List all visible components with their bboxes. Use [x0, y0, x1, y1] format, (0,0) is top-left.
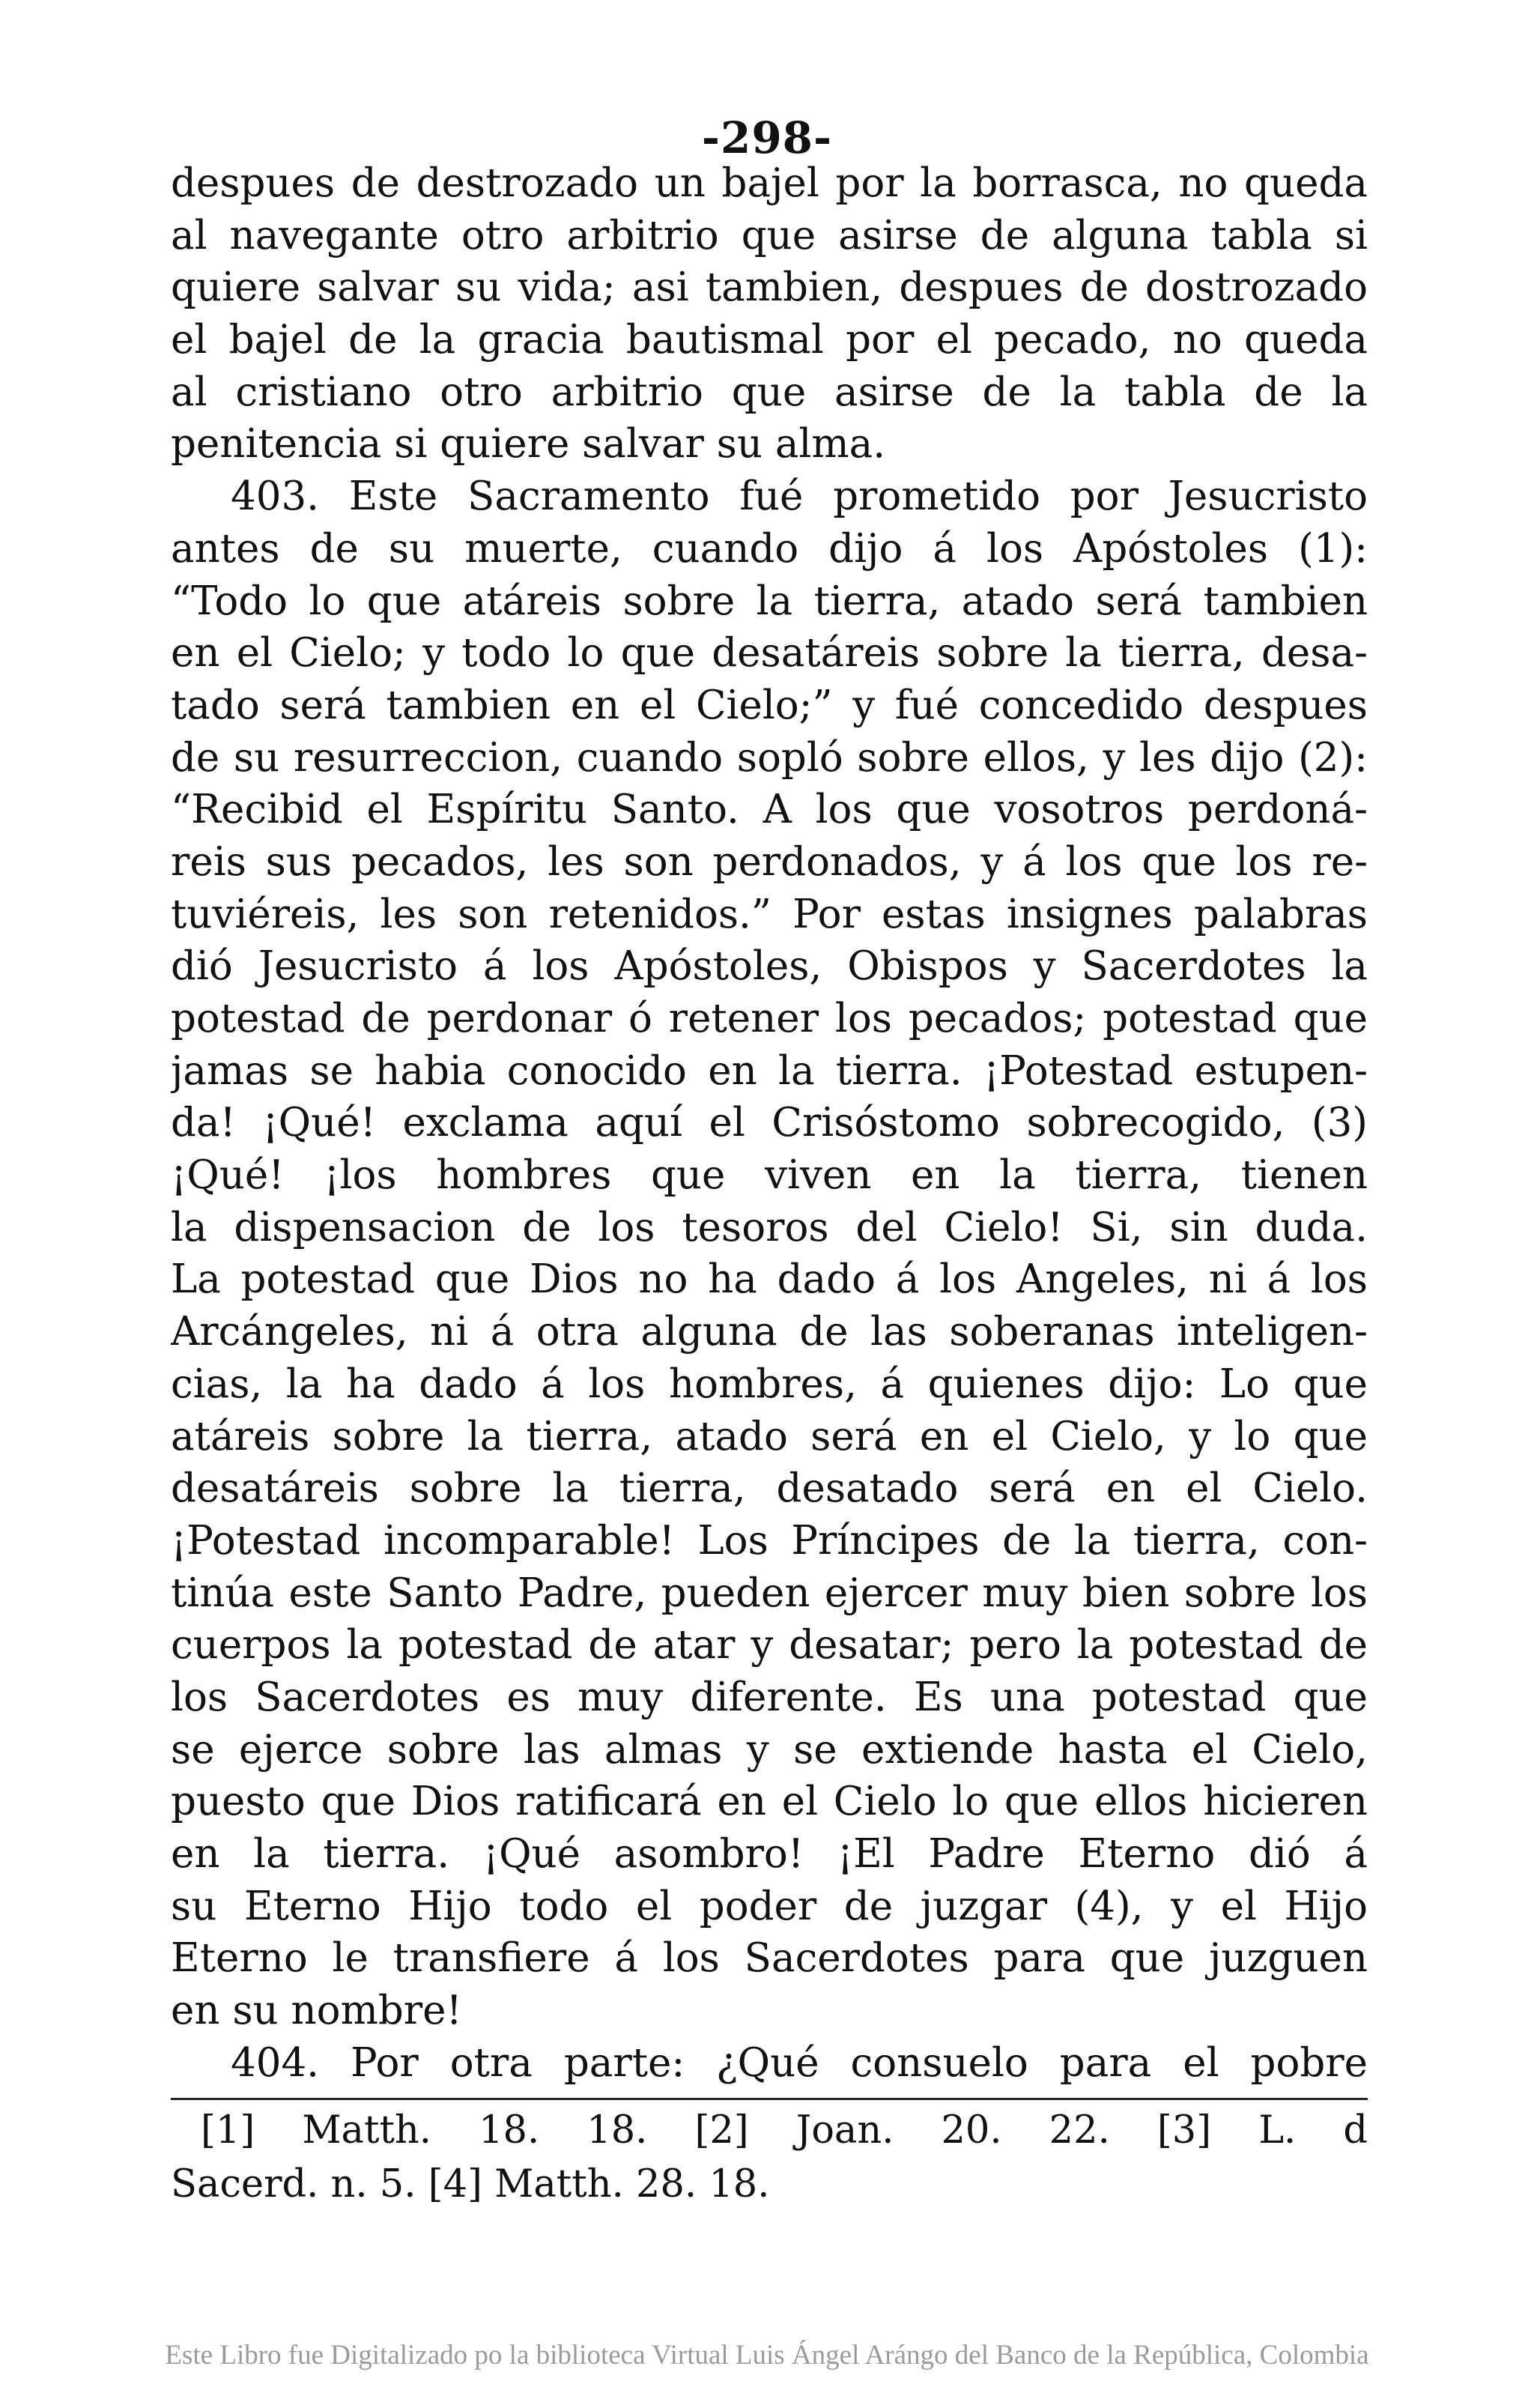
footnote-line: Sacerd. n. 5. [4] Matth. 28. 18.	[171, 2162, 770, 2206]
text-line: ¡Qué! ¡los hombres que viven en la tierra, tienen	[171, 1152, 1368, 1199]
body-text	[171, 157, 1368, 2089]
text-line: dió Jesucristo á los Apóstoles, Obispos y Sacerdotes la	[171, 943, 1368, 990]
text-line: despues de destrozado un bajel por la borrasca, no queda	[171, 160, 1368, 206]
text-line: Arcángeles, ni á otra alguna de las soberanas inteligen-	[171, 1309, 1368, 1355]
text-line: da! ¡Qué! exclama aquí el Crisóstomo sobrecogido, (3)	[171, 1100, 1368, 1146]
footnote-divider	[171, 2098, 1368, 2100]
text-line: en la tierra. ¡Qué asombro! ¡El Padre Eterno dió á	[171, 1831, 1368, 1877]
text-line: al navegante otro arbitrio que asirse de alguna tabla si	[171, 212, 1368, 258]
text-line: la dispensacion de los tesoros del Cielo! Si, sin duda.	[171, 1204, 1368, 1250]
text-line: cuerpos la potestad de atar y desatar; pero la potestad de	[171, 1622, 1368, 1669]
text-line: puesto que Dios ratificará en el Cielo lo que ellos hicieren	[171, 1779, 1368, 1825]
text-line: de su resurreccion, cuando sopló sobre ellos, y les dijo (2):	[171, 734, 1368, 781]
paragraph-start-404: 404. Por otra parte: ¿Qué consuelo para el pobre	[231, 2039, 1368, 2086]
text-line: en su nombre!	[171, 1988, 462, 2034]
text-line: potestad de perdonar ó retener los pecados; potestad que	[171, 996, 1368, 1041]
text-line: penitencia si quiere salvar su alma.	[171, 421, 886, 468]
digitization-credit: Este Libro fue Digitalizado po la biblioteca Virtual Luis Ángel Arángo del Banco de la República, Colombia	[165, 2340, 1369, 2371]
text-line: La potestad que Dios no ha dado á los Angeles, ni á los	[171, 1256, 1368, 1303]
text-line: ¡Potestad incomparable! Los Príncipes de la tierra, con-	[171, 1517, 1368, 1564]
text-line: jamas se habia conocido en la tierra. ¡Potestad estupen-	[171, 1047, 1368, 1094]
text-line: Eterno le transfiere á los Sacerdotes para que juzguen	[171, 1935, 1368, 1982]
text-line: desatáreis sobre la tierra, desatado será en el Cielo.	[171, 1465, 1368, 1512]
text-line: reis sus pecados, les son perdonados, y á los que los re-	[171, 838, 1368, 885]
text-line: tuviéreis, les son retenidos.” Por estas insignes palabras	[171, 891, 1368, 937]
page-number: -298-	[701, 112, 833, 163]
text-line: su Eterno Hijo todo el poder de juzgar (4), y el Hijo	[171, 1883, 1368, 1929]
text-line: atáreis sobre la tierra, atado será en el Cielo, y lo que	[171, 1413, 1368, 1459]
footnotes	[171, 2104, 1368, 2212]
text-line: el bajel de la gracia bautismal por el pecado, no queda	[171, 317, 1368, 363]
text-line: tado será tambien en el Cielo;” y fué concedido despues	[171, 682, 1368, 728]
footnote-line: [1] Matth. 18. 18. [2] Joan. 20. 22. [3] L. d	[201, 2108, 1368, 2153]
text-line: cias, la ha dado á los hombres, á quienes dijo: Lo que	[171, 1361, 1368, 1407]
paragraph-start-403: 403. Este Sacramento fué prometido por Jesucristo	[231, 474, 1368, 520]
text-line: al cristiano otro arbitrio que asirse de la tabla de la	[171, 369, 1368, 415]
text-line: “Recibid el Espíritu Santo. A los que vosotros perdoná-	[171, 787, 1368, 833]
text-line: se ejerce sobre las almas y se extiende hasta el Cielo,	[171, 1726, 1368, 1773]
text-line: “Todo lo que atáreis sobre la tierra, atado será tambien	[171, 578, 1368, 624]
text-line: en el Cielo; y todo lo que desatáreis sobre la tierra, desa-	[171, 630, 1368, 677]
text-line: quiere salvar su vida; asi tambien, despues de dostrozado	[171, 264, 1368, 311]
text-line: tinúa este Santo Padre, pueden ejercer muy bien sobre los	[171, 1570, 1368, 1616]
text-line: los Sacerdotes es muy diferente. Es una potestad que	[171, 1674, 1368, 1720]
text-line: antes de su muerte, cuando dijo á los Apóstoles (1):	[171, 525, 1368, 572]
